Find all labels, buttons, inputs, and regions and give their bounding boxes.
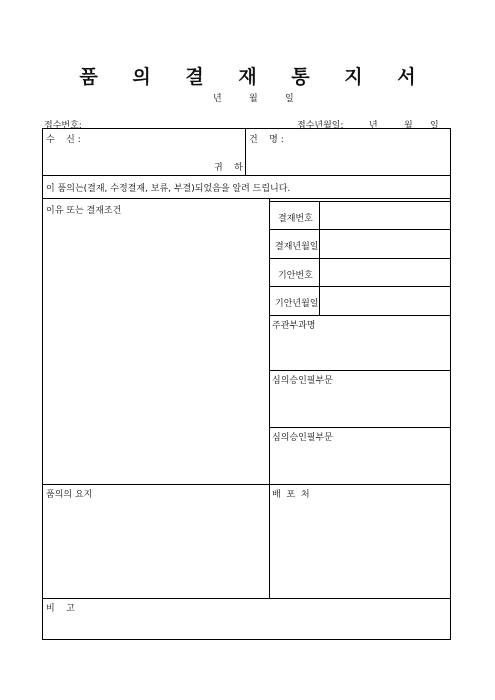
field-divider [269, 286, 451, 287]
document-title: 품 의 결 재 통 지 서 [79, 66, 430, 88]
row-divider [42, 484, 451, 485]
review-label-1: 심의승인필부문 [272, 376, 333, 386]
reason-label: 이유 또는 결재조건 [46, 206, 122, 216]
recipient-honorific: 귀 하 [214, 163, 243, 173]
draft-number-label: 기안번호 [278, 271, 313, 281]
row-divider [42, 198, 451, 199]
review-label-2: 심의승인필부문 [272, 433, 333, 443]
field-divider [269, 427, 451, 428]
draft-date-label: 기안년월일 [275, 299, 319, 309]
receipt-number-label: 접수번호: [44, 121, 82, 131]
summary-label: 품의의 요지 [46, 490, 93, 500]
title-year-label: 년 [213, 94, 222, 104]
approval-date-label: 결재년월일 [275, 242, 319, 252]
distribution-label: 배 포 처 [272, 490, 310, 500]
notice-text: 이 품의는(결재, 수정결재, 보류, 부결)되었음을 알려 드립니다. [46, 184, 291, 194]
remarks-label: 비 고 [46, 604, 75, 614]
receipt-day-label: 일 [430, 121, 439, 131]
department-label: 주관부과명 [272, 321, 316, 331]
receipt-month-label: 월 [404, 121, 413, 131]
row-divider [42, 598, 451, 599]
receipt-date-label: 접수년월일: [297, 121, 344, 131]
recipient-label: 수 신 : [46, 135, 81, 145]
receipt-year-label: 년 [369, 121, 378, 131]
field-top-line [269, 201, 451, 202]
field-divider [269, 258, 451, 259]
field-divider [269, 315, 451, 316]
subject-label: 건 명 : [249, 135, 284, 145]
field-divider [269, 370, 451, 371]
row-divider [42, 175, 451, 176]
approval-number-label: 결재번호 [278, 214, 313, 224]
title-day-label: 일 [285, 94, 294, 104]
title-month-label: 월 [249, 94, 258, 104]
recipient-subject-divider [245, 128, 246, 175]
field-divider [269, 229, 451, 230]
